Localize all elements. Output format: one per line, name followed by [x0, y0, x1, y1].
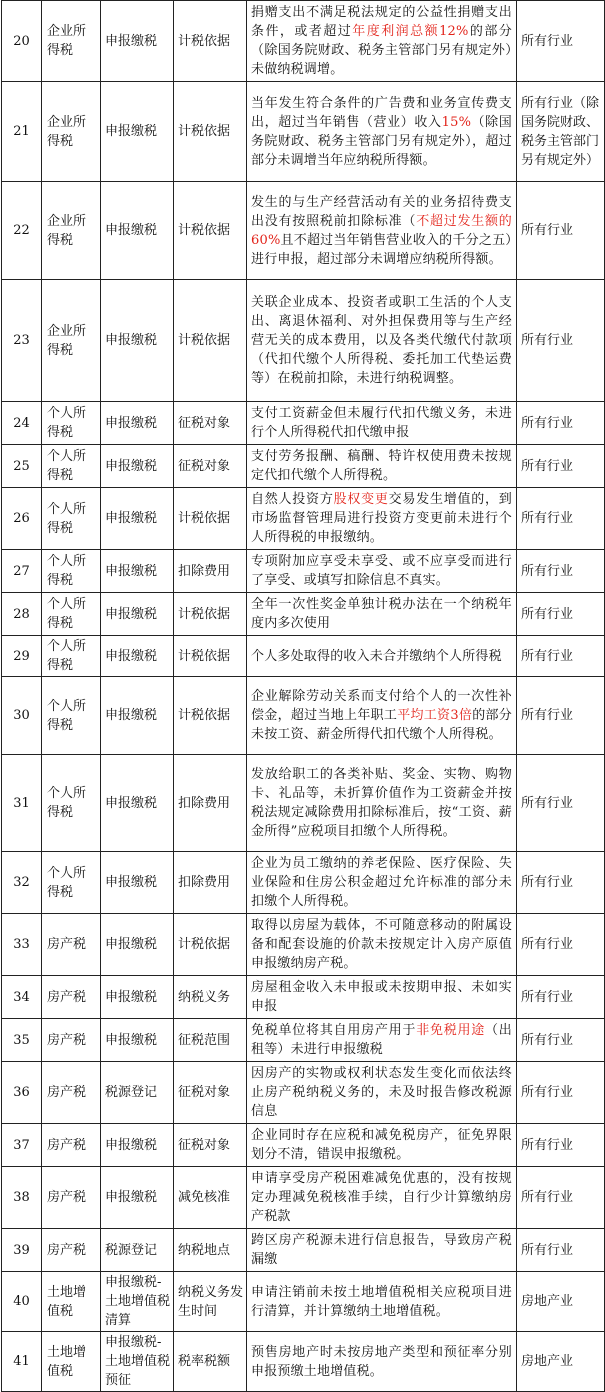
row-number: 20	[2, 1, 42, 82]
table-body	[2, 1, 605, 1392]
risk-description-cell	[247, 593, 517, 636]
description-text: 的部分（除国务院财政、税务主管部门另有规定外）未做纳税调增。	[251, 24, 512, 77]
description-text: 因房产的实物或权利状态发生变化而依法终止房产税纳税义务的，未及时报告修改税源信息	[251, 1066, 512, 1119]
row-number: 23	[2, 280, 42, 402]
description-text: 交易发生增值的，到市场监督管理局进行投资方变更前未进行个人所得税的申报缴纳。	[251, 492, 512, 545]
tax-type-cell: 土地增值税	[42, 1332, 101, 1392]
risk-description-cell	[247, 976, 517, 1019]
row-number: 38	[2, 1167, 42, 1229]
description-text: 取得以房屋为载体，不可随意移动的附属设备和配套设施的价款未按规定计入房产原值申报缴纳房产税。	[251, 918, 512, 971]
risk-type-cell: 征税对象	[174, 1124, 247, 1167]
risk-type-cell: 计税依据	[174, 182, 247, 280]
description-text: 企业同时存在应税和减免税房产，征免界限划分不清，错误申报缴税。	[251, 1128, 512, 1162]
process-cell: 申报缴税	[101, 445, 174, 488]
description-text: 关联企业成本、投资者或职工生活的个人支出、离退休福利、对外担保费用等与生产经营无关的成本费用，以及各类代缴代付款项（代扣代缴个人所得税、委托加工代垫运费等）在税前扣除，未进行纳税调整。	[251, 295, 512, 386]
tax-type-cell: 企业所得税	[42, 182, 101, 280]
industry-cell: 所有行业	[517, 1019, 605, 1062]
tax-type-cell: 企业所得税	[42, 280, 101, 402]
description-text: 申请享受房产税困难减免优惠的，没有按规定办理减免税核准手续，自行少计算缴纳房产税款	[251, 1171, 512, 1224]
tax-type-cell: 房产税	[42, 1019, 101, 1062]
table-row	[2, 677, 605, 755]
risk-description-cell	[247, 852, 517, 914]
table-row	[2, 1167, 605, 1229]
tax-type-cell: 个人所得税	[42, 852, 101, 914]
industry-cell: 所有行业	[517, 976, 605, 1019]
process-cell: 申报缴税	[101, 1, 174, 82]
highlighted-text: 平均工资3倍	[397, 708, 473, 723]
risk-description-cell	[247, 914, 517, 976]
description-text: （除国务院财政、税务主管部门另有规定外），超过部分未调增当年应纳税所得额。	[251, 114, 512, 168]
risk-description-cell	[247, 445, 517, 488]
industry-cell: 所有行业	[517, 677, 605, 755]
risk-type-cell: 计税依据	[174, 593, 247, 636]
industry-cell: 所有行业	[517, 1, 605, 82]
tax-type-cell: 个人所得税	[42, 550, 101, 593]
row-number: 31	[2, 755, 42, 852]
risk-description-cell	[247, 1124, 517, 1167]
industry-cell: 所有行业	[517, 280, 605, 402]
industry-cell: 所有行业	[517, 914, 605, 976]
row-number: 33	[2, 914, 42, 976]
process-cell: 申报缴税	[101, 1019, 174, 1062]
process-cell: 申报缴税	[101, 976, 174, 1019]
tax-type-cell: 个人所得税	[42, 636, 101, 677]
risk-description-cell	[247, 755, 517, 852]
risk-type-cell: 征税对象	[174, 1062, 247, 1124]
description-text: 捐赠支出不满足税法规定的公益性捐赠支出条件，或者超过	[251, 5, 512, 39]
table-row	[2, 852, 605, 914]
row-number: 30	[2, 677, 42, 755]
risk-type-cell: 计税依据	[174, 914, 247, 976]
description-text: 发放给职工的各类补贴、奖金、实物、购物卡、礼品等，未折算价值作为工资薪金并按税法规定减除费用扣除标准后，按“工资、薪金所得”应税项目扣缴个人所得税。	[251, 767, 512, 839]
description-text: 支付工资薪金但未履行代扣代缴义务，未进行个人所得税代扣代缴申报	[251, 406, 512, 440]
process-cell: 申报缴税	[101, 1167, 174, 1229]
risk-type-cell: 纳税义务	[174, 976, 247, 1019]
industry-cell: 所有行业	[517, 550, 605, 593]
tax-type-cell: 房产税	[42, 1229, 101, 1272]
tax-type-cell: 房产税	[42, 976, 101, 1019]
industry-cell: 所有行业	[517, 1124, 605, 1167]
risk-description-cell	[247, 488, 517, 550]
table-row	[2, 1019, 605, 1062]
risk-type-cell: 扣除费用	[174, 852, 247, 914]
risk-description-cell	[247, 82, 517, 182]
tax-type-cell: 房产税	[42, 1124, 101, 1167]
row-number: 34	[2, 976, 42, 1019]
process-cell: 申报缴税	[101, 550, 174, 593]
description-text: 跨区房产税源未进行信息报告，导致房产税漏缴	[251, 1233, 512, 1267]
risk-description-cell	[247, 1, 517, 82]
tax-type-cell: 个人所得税	[42, 445, 101, 488]
tax-type-cell: 个人所得税	[42, 488, 101, 550]
description-text: 企业为员工缴纳的养老保险、医疗保险、失业保险和住房公积金超过允许标准的部分未扣缴个人所得税。	[251, 856, 512, 909]
risk-description-cell	[247, 182, 517, 280]
row-number: 27	[2, 550, 42, 593]
description-text: 发生的与生产经营活动有关的业务招待费支出没有按照税前扣除标准（	[251, 194, 512, 229]
industry-cell: 所有行业	[517, 1229, 605, 1272]
tax-type-cell: 个人所得税	[42, 677, 101, 755]
tax-type-cell: 土地增值税	[42, 1272, 101, 1332]
tax-type-cell: 个人所得税	[42, 402, 101, 445]
row-number: 25	[2, 445, 42, 488]
row-number: 29	[2, 636, 42, 677]
description-text: 免税单位将其自用房产用于	[251, 1023, 417, 1038]
risk-type-cell: 计税依据	[174, 677, 247, 755]
industry-cell: 所有行业	[517, 755, 605, 852]
process-cell: 申报缴税	[101, 1124, 174, 1167]
risk-description-cell	[247, 550, 517, 593]
process-cell: 申报缴税	[101, 852, 174, 914]
table-row	[2, 445, 605, 488]
highlighted-text: 15%	[441, 114, 472, 130]
row-number: 35	[2, 1019, 42, 1062]
table-row	[2, 1124, 605, 1167]
risk-type-cell: 扣除费用	[174, 550, 247, 593]
industry-cell: 所有行业	[517, 1167, 605, 1229]
description-text: 全年一次性奖金单独计税办法在一个纳税年度内多次使用	[251, 597, 512, 631]
tax-type-cell: 企业所得税	[42, 82, 101, 182]
industry-cell: 所有行业（除国务院财政、税务主管部门另有规定外）	[517, 82, 605, 182]
row-number: 37	[2, 1124, 42, 1167]
risk-description-cell	[247, 280, 517, 402]
risk-type-cell: 税率税额	[174, 1332, 247, 1392]
description-text: 且不超过当年销售营业收入的千分之五）进行申报，超过部分未调增应纳税所得额。	[251, 232, 512, 267]
description-text: 房屋租金收入未申报或未按期申报、未如实申报	[251, 980, 512, 1014]
highlighted-text: 不超过发生额的60%	[251, 213, 512, 248]
highlighted-text: 股权变更	[333, 492, 389, 507]
risk-description-cell	[247, 677, 517, 755]
industry-cell: 所有行业	[517, 1062, 605, 1124]
table-row	[2, 1332, 605, 1392]
industry-cell: 房地产业	[517, 1332, 605, 1392]
risk-description-cell	[247, 1332, 517, 1392]
risk-description-cell	[247, 1167, 517, 1229]
table-row	[2, 593, 605, 636]
highlighted-text: 年度利润总额12%	[352, 24, 469, 39]
process-cell: 申报缴税-土地增值税预征	[101, 1332, 174, 1392]
risk-description-cell	[247, 1019, 517, 1062]
table-row	[2, 488, 605, 550]
process-cell: 申报缴税-土地增值税清算	[101, 1272, 174, 1332]
tax-type-cell: 房产税	[42, 1167, 101, 1229]
table-row	[2, 1, 605, 82]
risk-type-cell: 扣除费用	[174, 755, 247, 852]
description-text: 专项附加应享受未享受、或不应享受而进行了享受、或填写扣除信息不真实。	[251, 554, 512, 588]
industry-cell: 房地产业	[517, 1272, 605, 1332]
row-number: 40	[2, 1272, 42, 1332]
highlighted-text: 非免税用途	[416, 1023, 486, 1038]
table-row	[2, 550, 605, 593]
row-number: 22	[2, 182, 42, 280]
table-row	[2, 402, 605, 445]
tax-type-cell: 企业所得税	[42, 1, 101, 82]
description-text: 企业解除劳动关系而支付给个人的一次性补偿金，超过当地上年职工	[251, 689, 512, 723]
process-cell: 申报缴税	[101, 182, 174, 280]
risk-type-cell: 计税依据	[174, 636, 247, 677]
row-number: 41	[2, 1332, 42, 1392]
tax-type-cell: 房产税	[42, 914, 101, 976]
industry-cell: 所有行业	[517, 402, 605, 445]
description-text: 支付劳务报酬、稿酬、特许权使用费未按规定代扣代缴个人所得税。	[251, 449, 512, 483]
risk-type-cell: 征税对象	[174, 445, 247, 488]
risk-type-cell: 计税依据	[174, 488, 247, 550]
process-cell: 申报缴税	[101, 280, 174, 402]
tax-type-cell: 个人所得税	[42, 755, 101, 852]
row-number: 28	[2, 593, 42, 636]
process-cell: 申报缴税	[101, 636, 174, 677]
table-row	[2, 636, 605, 677]
risk-type-cell: 计税依据	[174, 1, 247, 82]
industry-cell: 所有行业	[517, 636, 605, 677]
risk-description-cell	[247, 1229, 517, 1272]
table-row	[2, 1062, 605, 1124]
row-number: 32	[2, 852, 42, 914]
risk-type-cell: 征税对象	[174, 402, 247, 445]
risk-type-cell: 纳税地点	[174, 1229, 247, 1272]
table-row	[2, 755, 605, 852]
industry-cell: 所有行业	[517, 593, 605, 636]
process-cell: 税源登记	[101, 1229, 174, 1272]
process-cell: 申报缴税	[101, 677, 174, 755]
description-text: 预售房地产时未按房地产类型和预征率分别申报预缴土地增值税。	[251, 1344, 512, 1379]
description-text: 申请注销前未按土地增值税相关应税项目进行清算，并计算缴纳土地增值税。	[251, 1284, 512, 1319]
risk-description-cell	[247, 636, 517, 677]
description-text: 当年发生符合条件的广告费和业务宣传费支出，超过当年销售（营业）收入	[251, 95, 512, 130]
tax-type-cell: 房产税	[42, 1062, 101, 1124]
description-text: 的部分未按工资、薪金所得代扣代缴个人所得税。	[251, 708, 512, 742]
risk-type-cell: 减免核准	[174, 1167, 247, 1229]
industry-cell: 所有行业	[517, 488, 605, 550]
table-row	[2, 280, 605, 402]
risk-type-cell: 计税依据	[174, 280, 247, 402]
risk-type-cell: 纳税义务发生时间	[174, 1272, 247, 1332]
table-row	[2, 182, 605, 280]
risk-description-cell	[247, 1062, 517, 1124]
row-number: 26	[2, 488, 42, 550]
row-number: 24	[2, 402, 42, 445]
table-row	[2, 914, 605, 976]
industry-cell: 所有行业	[517, 445, 605, 488]
industry-cell: 所有行业	[517, 182, 605, 280]
process-cell: 申报缴税	[101, 82, 174, 182]
process-cell: 税源登记	[101, 1062, 174, 1124]
table-row	[2, 1229, 605, 1272]
process-cell: 申报缴税	[101, 402, 174, 445]
tax-type-cell: 个人所得税	[42, 593, 101, 636]
description-text: （出租等）未进行申报缴税	[251, 1023, 512, 1057]
process-cell: 申报缴税	[101, 755, 174, 852]
row-number: 21	[2, 82, 42, 182]
risk-type-cell: 征税范围	[174, 1019, 247, 1062]
tax-risk-table	[1, 0, 605, 1392]
row-number: 36	[2, 1062, 42, 1124]
table-row	[2, 82, 605, 182]
description-text: 个人多处取得的收入未合并缴纳个人所得税	[251, 648, 502, 664]
risk-description-cell	[247, 402, 517, 445]
industry-cell: 所有行业	[517, 852, 605, 914]
process-cell: 申报缴税	[101, 914, 174, 976]
process-cell: 申报缴税	[101, 488, 174, 550]
table-row	[2, 976, 605, 1019]
row-number: 39	[2, 1229, 42, 1272]
process-cell: 申报缴税	[101, 593, 174, 636]
risk-type-cell: 计税依据	[174, 82, 247, 182]
description-text: 自然人投资方	[251, 492, 334, 507]
